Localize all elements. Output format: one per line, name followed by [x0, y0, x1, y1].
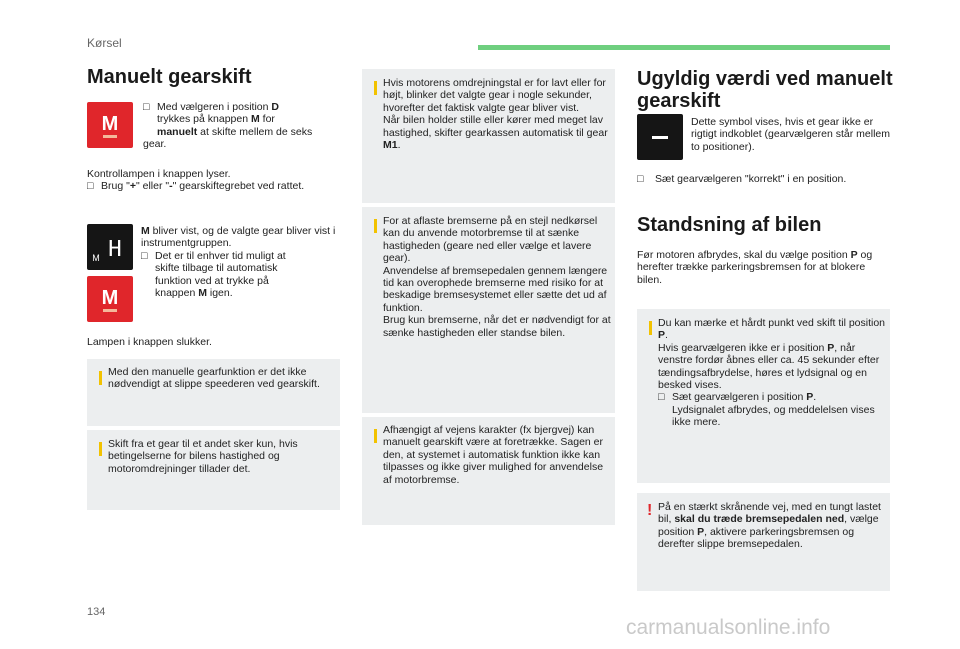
text: Hvis gearvælgeren ikke er i position — [658, 341, 828, 354]
page-number: 134 — [87, 606, 106, 618]
section-accent-bar — [478, 45, 890, 50]
text: skal du træde bremsepedalen ned — [674, 513, 845, 526]
text: Brug kun bremserne, når det er nødvendigt for at sænke hastigheden eller standse bilen. — [383, 314, 611, 339]
note-box-5 — [362, 417, 615, 525]
text: For at aflaste bremserne på en stejl nedkørsel kan du anvende motorbremse til at sænke hastigheden (geare ned eller vælge et lavere gear). — [383, 215, 598, 265]
invalid-gear-icon — [637, 114, 683, 160]
heading-ugyldig-vaerdi: Ugyldig værdi ved manuelt gearskift — [637, 68, 893, 112]
bullet-icon: □ — [87, 180, 94, 193]
text: Det er til enhver tid muligt at skifte tilbage til automatisk funktion ved at trykke på knappen — [155, 249, 286, 300]
note-marker — [649, 321, 652, 335]
text: " eller " — [135, 180, 170, 193]
text: På en stærkt skrånende vej, med en tungt lastet bil, — [658, 501, 881, 526]
watermark: carmanualsonline.info — [626, 616, 831, 639]
text: Brug " — [101, 180, 130, 193]
text: , vælge position — [658, 513, 879, 538]
note-text: Med den manuelle gearfunktion er det ikke nødvendigt at slippe speederen ved gearskift. — [108, 366, 320, 391]
text: - — [169, 180, 173, 193]
text: at skifte mellem de seks gear. — [143, 125, 313, 151]
warning-text — [658, 501, 886, 551]
warning-box — [637, 493, 890, 591]
paragraph-kontrollampe — [87, 168, 347, 193]
text: P — [658, 329, 666, 342]
section-label: Kørsel — [87, 36, 122, 50]
note-box-2 — [87, 430, 340, 510]
text: Lydsignalet afbrydes, og meddelelsen vises ikke mere. — [672, 403, 875, 429]
note-text: Afhængigt af vejens karakter (fx bjergvej) kan manuelt gearskift være at foretrække. Sagen er den, at systemet i automatisk funktion ikke kan tilpasses og ikke giver mulighed for anvendelse af motorbremse. — [383, 424, 604, 486]
heading-manuelt-gearskift: Manuelt gearskift — [87, 66, 252, 88]
text: M — [198, 287, 207, 300]
note-marker — [374, 219, 377, 233]
text: Når bilen holder stille eller kører med meget lav hastighed, skifter gearkassen automatisk til gear — [383, 114, 608, 139]
bullet-icon: □ — [143, 101, 150, 113]
text: . — [397, 139, 401, 152]
manual-mode-m-icon-2 — [87, 276, 133, 322]
text: for — [259, 113, 275, 126]
text: . — [813, 391, 817, 404]
text: Før motoren afbrydes, skal du vælge position — [637, 249, 851, 261]
text: M — [141, 225, 150, 237]
text: Anvendelse af bremsepedalen gennem længere tid kan overophede bremserne med risiko for at beskadige bremsesystemet eller sætte det ud af funktion. — [383, 264, 608, 314]
text: manuelt — [157, 125, 198, 138]
text: P — [697, 525, 705, 538]
instruction-m-button — [143, 101, 323, 151]
paragraph-symbol: Dette symbol vises, hvis et gear ikke er rigtigt indkoblet (gearvælgeren står mellem to positioner). — [691, 116, 891, 153]
text: Du kan mærke et hårdt punkt ved skift til position — [658, 317, 886, 329]
paragraph-foer-motoren — [637, 249, 889, 286]
paragraph-m-display — [141, 225, 341, 299]
text: D — [271, 101, 279, 113]
heading-standsning: Standsning af bilen — [637, 214, 822, 236]
note-text — [383, 77, 611, 151]
text: Med vælgeren i position — [157, 101, 272, 113]
text: Sæt gearvælgeren i position — [672, 391, 807, 404]
text: P — [806, 391, 814, 404]
display-digit-glyph: H — [107, 237, 123, 264]
text: trykkes på knappen — [157, 113, 251, 126]
note-box-1 — [87, 359, 340, 426]
text: . — [665, 329, 668, 342]
bullet-icon: □ — [637, 173, 644, 185]
note-marker — [374, 429, 377, 443]
gear-display-m-icon — [87, 224, 133, 270]
text: , aktivere parkeringsbremsen og derefter slippe bremsepedalen. — [658, 525, 855, 551]
m-glyph: M — [101, 287, 119, 309]
text: Sæt gearvælgeren "korrekt" i en position. — [655, 173, 847, 185]
text: M — [250, 113, 260, 126]
note-marker — [99, 442, 102, 456]
text: P — [850, 249, 858, 261]
bullet-icon: □ — [141, 249, 148, 262]
display-m-glyph: M — [92, 253, 100, 263]
text: + — [129, 180, 136, 193]
warning-icon: ! — [647, 502, 653, 519]
note-text — [658, 317, 886, 429]
note-text — [383, 215, 611, 339]
text: og herefter trække parkeringsbremsen for at blokere bilen. — [637, 249, 873, 286]
text: igen. — [206, 287, 233, 300]
note-marker — [374, 81, 377, 95]
text: , når venstre fordør åbnes eller ca. 45 sekunder efter tændingsafbrydelse, høres et lydsignal og en besked vises. — [658, 341, 880, 392]
note-box-4 — [362, 207, 615, 413]
instruction-saet-korrekt — [637, 173, 897, 185]
text: P — [827, 341, 835, 354]
note-text: Skift fra et gear til et andet sker kun, hvis betingelserne for bilens hastighed og motoromdrejninger tillader det. — [108, 438, 298, 475]
note-box-3 — [362, 69, 615, 203]
bullet-icon: □ — [658, 391, 665, 404]
text: Hvis motorens omdrejningstal er for lavt eller for højt, blinker det valgte gear i nogle sekunder, hvorefter det faktisk valgte gear bliver vist. — [383, 77, 606, 114]
text: " gearskiftegrebet ved rattet. — [172, 180, 305, 193]
note-box-6 — [637, 309, 890, 483]
m-glyph: M — [101, 113, 119, 135]
manual-mode-m-icon — [87, 102, 133, 148]
text: Kontrollampen i knappen lyser. — [87, 168, 231, 180]
paragraph-lampen-slukker: Lampen i knappen slukker. — [87, 336, 212, 348]
text: M1 — [383, 139, 398, 152]
text: bliver vist, og de valgte gear bliver vist i instrumentgruppen. — [141, 225, 336, 250]
note-marker — [99, 371, 102, 385]
